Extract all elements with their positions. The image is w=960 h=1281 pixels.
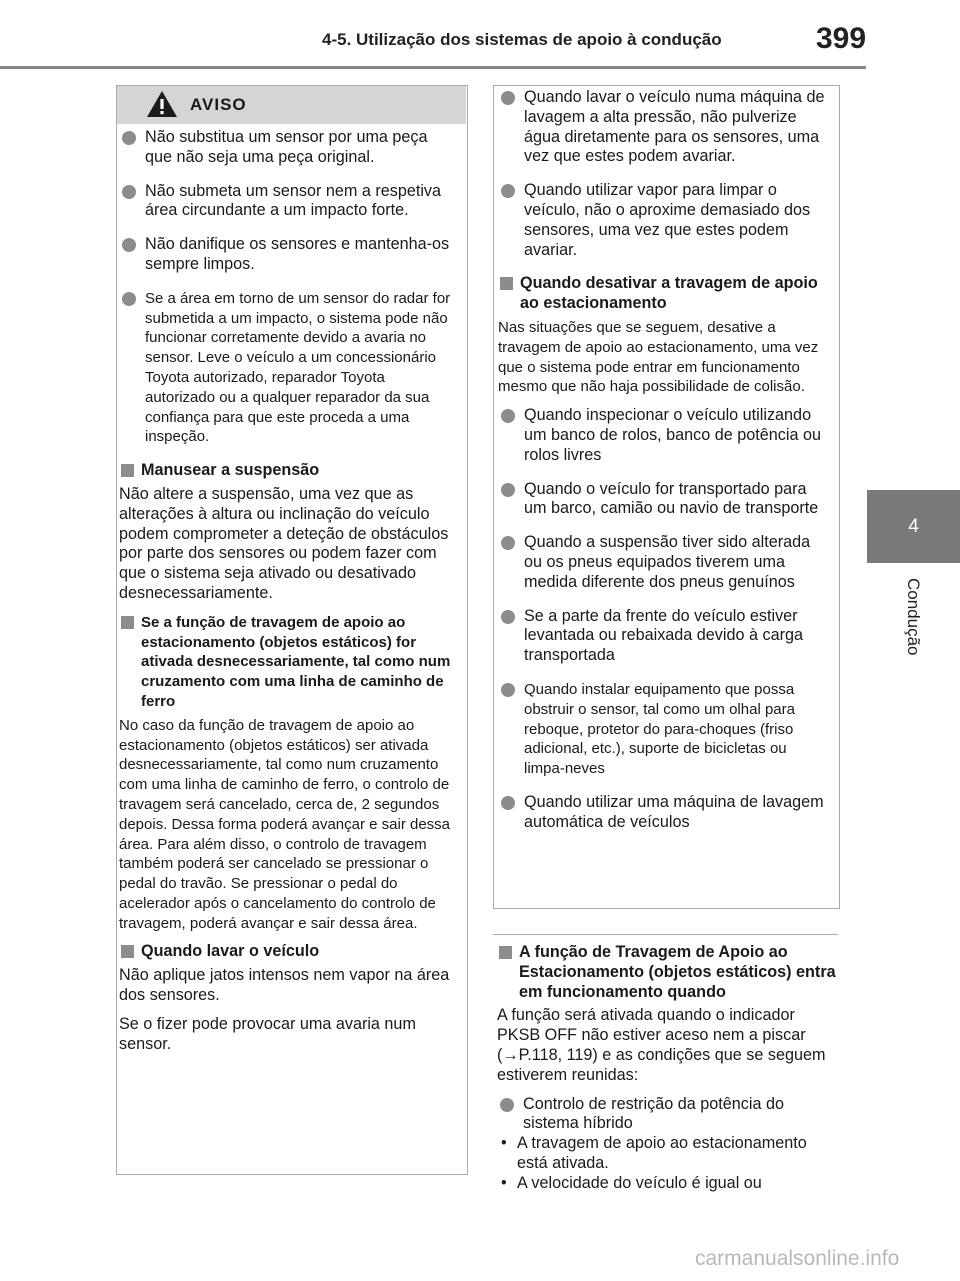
sub-list-item	[497, 1174, 837, 1194]
subheading	[497, 943, 837, 1002]
list-item-text: Se a parte da frente do veículo estiver levantada ou rebaixada devido à carga transportada	[524, 606, 803, 665]
bullet-dot-icon	[501, 483, 515, 497]
list-item-text: Quando lavar o veículo numa máquina de lavagem a alta pressão, não pulverize água diretamente para os sensores, uma vez que estes podem avariar.	[524, 88, 825, 166]
list-item-text: Quando o veículo for transportado para um barco, camião ou navio de transporte	[524, 479, 819, 518]
bullet-dot-icon	[501, 91, 515, 105]
bullet-dot-icon	[501, 536, 515, 550]
bullet-dot-icon	[500, 1098, 514, 1112]
list-item-text: Quando utilizar uma máquina de lavagem automática de veículos	[524, 792, 824, 831]
warning-title: AVISO	[190, 95, 247, 114]
paragraph: Não aplique jatos intensos nem vapor na área dos sensores.	[119, 966, 450, 1005]
bullet-dot-icon	[122, 238, 136, 252]
bullet-dot-icon	[501, 796, 515, 810]
chapter-tab: 4	[867, 490, 960, 563]
list-item	[119, 235, 459, 275]
square-bullet-icon	[500, 277, 513, 290]
list-item-text: Quando inspecionar o veículo utilizando um banco de rolos, banco de potência ou rolos livres	[524, 406, 821, 464]
square-bullet-icon	[121, 616, 134, 629]
sub-list-item-text: A velocidade do veículo é igual ou	[517, 1173, 762, 1192]
subheading	[119, 461, 459, 481]
paragraph: Nas situações que se seguem, desative a travagem de apoio ao estacionamento, uma vez que o sistema pode entrar em funcionamento mesmo que não haja possibilidade de colisão.	[498, 318, 819, 396]
subheading-text: A função de Travagem de Apoio ao Estacionamento (objetos estáticos) entra em funcionamento quando	[519, 943, 836, 1001]
warning-left-column	[119, 128, 459, 1063]
list-item-text: Não submeta um sensor nem a respetiva área circundante a um impacto forte.	[145, 181, 442, 220]
subheading	[119, 613, 459, 712]
subheading-text: Quando lavar o veículo	[141, 942, 320, 961]
operation-section	[497, 943, 837, 1194]
list-item-text: Quando utilizar vapor para limpar o veículo, não o aproxime demasiado dos sensores, uma vez que estes podem avariar.	[524, 181, 811, 259]
bullet-dot-icon	[501, 184, 515, 198]
watermark: carmanualsonline.info	[695, 1247, 900, 1270]
bullet-dot-icon	[122, 185, 136, 199]
list-item	[119, 289, 459, 447]
chapter-label: Condução	[904, 578, 923, 656]
list-item	[497, 1095, 837, 1135]
warning-right-column	[498, 88, 830, 847]
square-bullet-icon	[121, 945, 134, 958]
square-bullet-icon	[121, 464, 134, 477]
subheading-text: Quando desativar a travagem de apoio ao estacionamento	[520, 274, 818, 313]
list-item-text: Não danifique os sensores e mantenha-os sempre limpos.	[145, 235, 450, 273]
bullet-dot-icon	[122, 292, 136, 306]
bullet-dot-icon	[122, 131, 136, 145]
bullet-dot-icon	[501, 610, 515, 624]
paragraph: Se o fizer pode provocar uma avaria num sensor.	[119, 1014, 416, 1053]
list-item-text: Não substitua um sensor por uma peça que não seja uma peça original.	[145, 128, 428, 166]
list-item-text: Quando instalar equipamento que possa obstruir o sensor, tal como um olhal para reboque, protetor do para-choques (friso adicional, etc.), suporte de bicicletas ou limpa-neves	[524, 680, 795, 778]
section-title: 4-5. Utilização dos sistemas de apoio à condução	[322, 30, 722, 49]
bullet-dot-icon	[501, 409, 515, 423]
sub-list-item-text: A travagem de apoio ao estacionamento está ativada.	[517, 1134, 807, 1172]
list-item-text: Se a área em torno de um sensor do radar for submetida a um impacto, o sistema pode não funcionar corretamente devido a avaria no sensor. Leve o veículo a um concessionário Toyota autorizado, reparador Toyota autorizado ou a qualquer reparador da sua confiança para que este proceda a uma inspeção.	[145, 289, 451, 446]
list-item	[498, 480, 830, 520]
subheading	[119, 942, 459, 962]
list-item-text: Quando a suspensão tiver sido alterada ou os pneus equipados tiverem uma medida diferente dos pneus genuínos	[524, 533, 811, 591]
subheading-text: Se a função de travagem de apoio ao estacionamento (objetos estáticos) for ativada desnecessariamente, tal como num cruzamento com uma linha de caminho de ferro	[141, 613, 451, 710]
paragraph: Não altere a suspensão, uma vez que as alterações à altura ou inclinação do veículo podem comprometer a deteção de obstáculos por parte dos sensores ou podem fazer com que o sistema seja ativado ou desativado desnecessariamente.	[119, 484, 449, 602]
list-item	[119, 128, 459, 168]
subheading-text: Manusear a suspensão	[141, 461, 320, 480]
bullet-mark: •	[501, 1134, 507, 1153]
paragraph: A função será ativada quando o indicador PKSB OFF não estiver aceso nem a piscar (→P.118, 119) e as condições que se seguem estiverem reunidas:	[497, 1006, 826, 1084]
list-item	[498, 88, 830, 167]
list-item	[498, 793, 830, 833]
sub-list-item	[497, 1134, 837, 1174]
warning-triangle-icon	[146, 90, 178, 118]
section-divider	[493, 934, 838, 935]
list-item	[498, 680, 830, 779]
square-bullet-icon	[499, 946, 512, 959]
list-item	[498, 607, 830, 666]
list-item	[498, 181, 830, 260]
page-number: 399	[816, 22, 867, 55]
bullet-dot-icon	[501, 683, 515, 697]
paragraph: No caso da função de travagem de apoio ao estacionamento (objetos estáticos) ser ativada desnecessariamente, tal como num cruzamento com uma linha de caminho de ferro, o controlo de travagem será cancelado, cerca de, 2 segundos depois. Dessa forma poderá avançar e sair dessa área. Para além disso, o controlo de travagem também poderá ser cancelado se pressionar o pedal do travão. Se pressionar o pedal do acelerador após o cancelamento do controlo de travagem, poderá avançar e sair dessa área.	[119, 716, 451, 932]
header-rule	[0, 66, 866, 69]
list-item	[498, 533, 830, 592]
list-item-text: Controlo de restrição da potência do sistema híbrido	[523, 1094, 784, 1133]
list-item	[498, 406, 830, 465]
list-item	[119, 182, 459, 222]
subheading	[498, 274, 830, 314]
bullet-mark: •	[501, 1173, 507, 1192]
